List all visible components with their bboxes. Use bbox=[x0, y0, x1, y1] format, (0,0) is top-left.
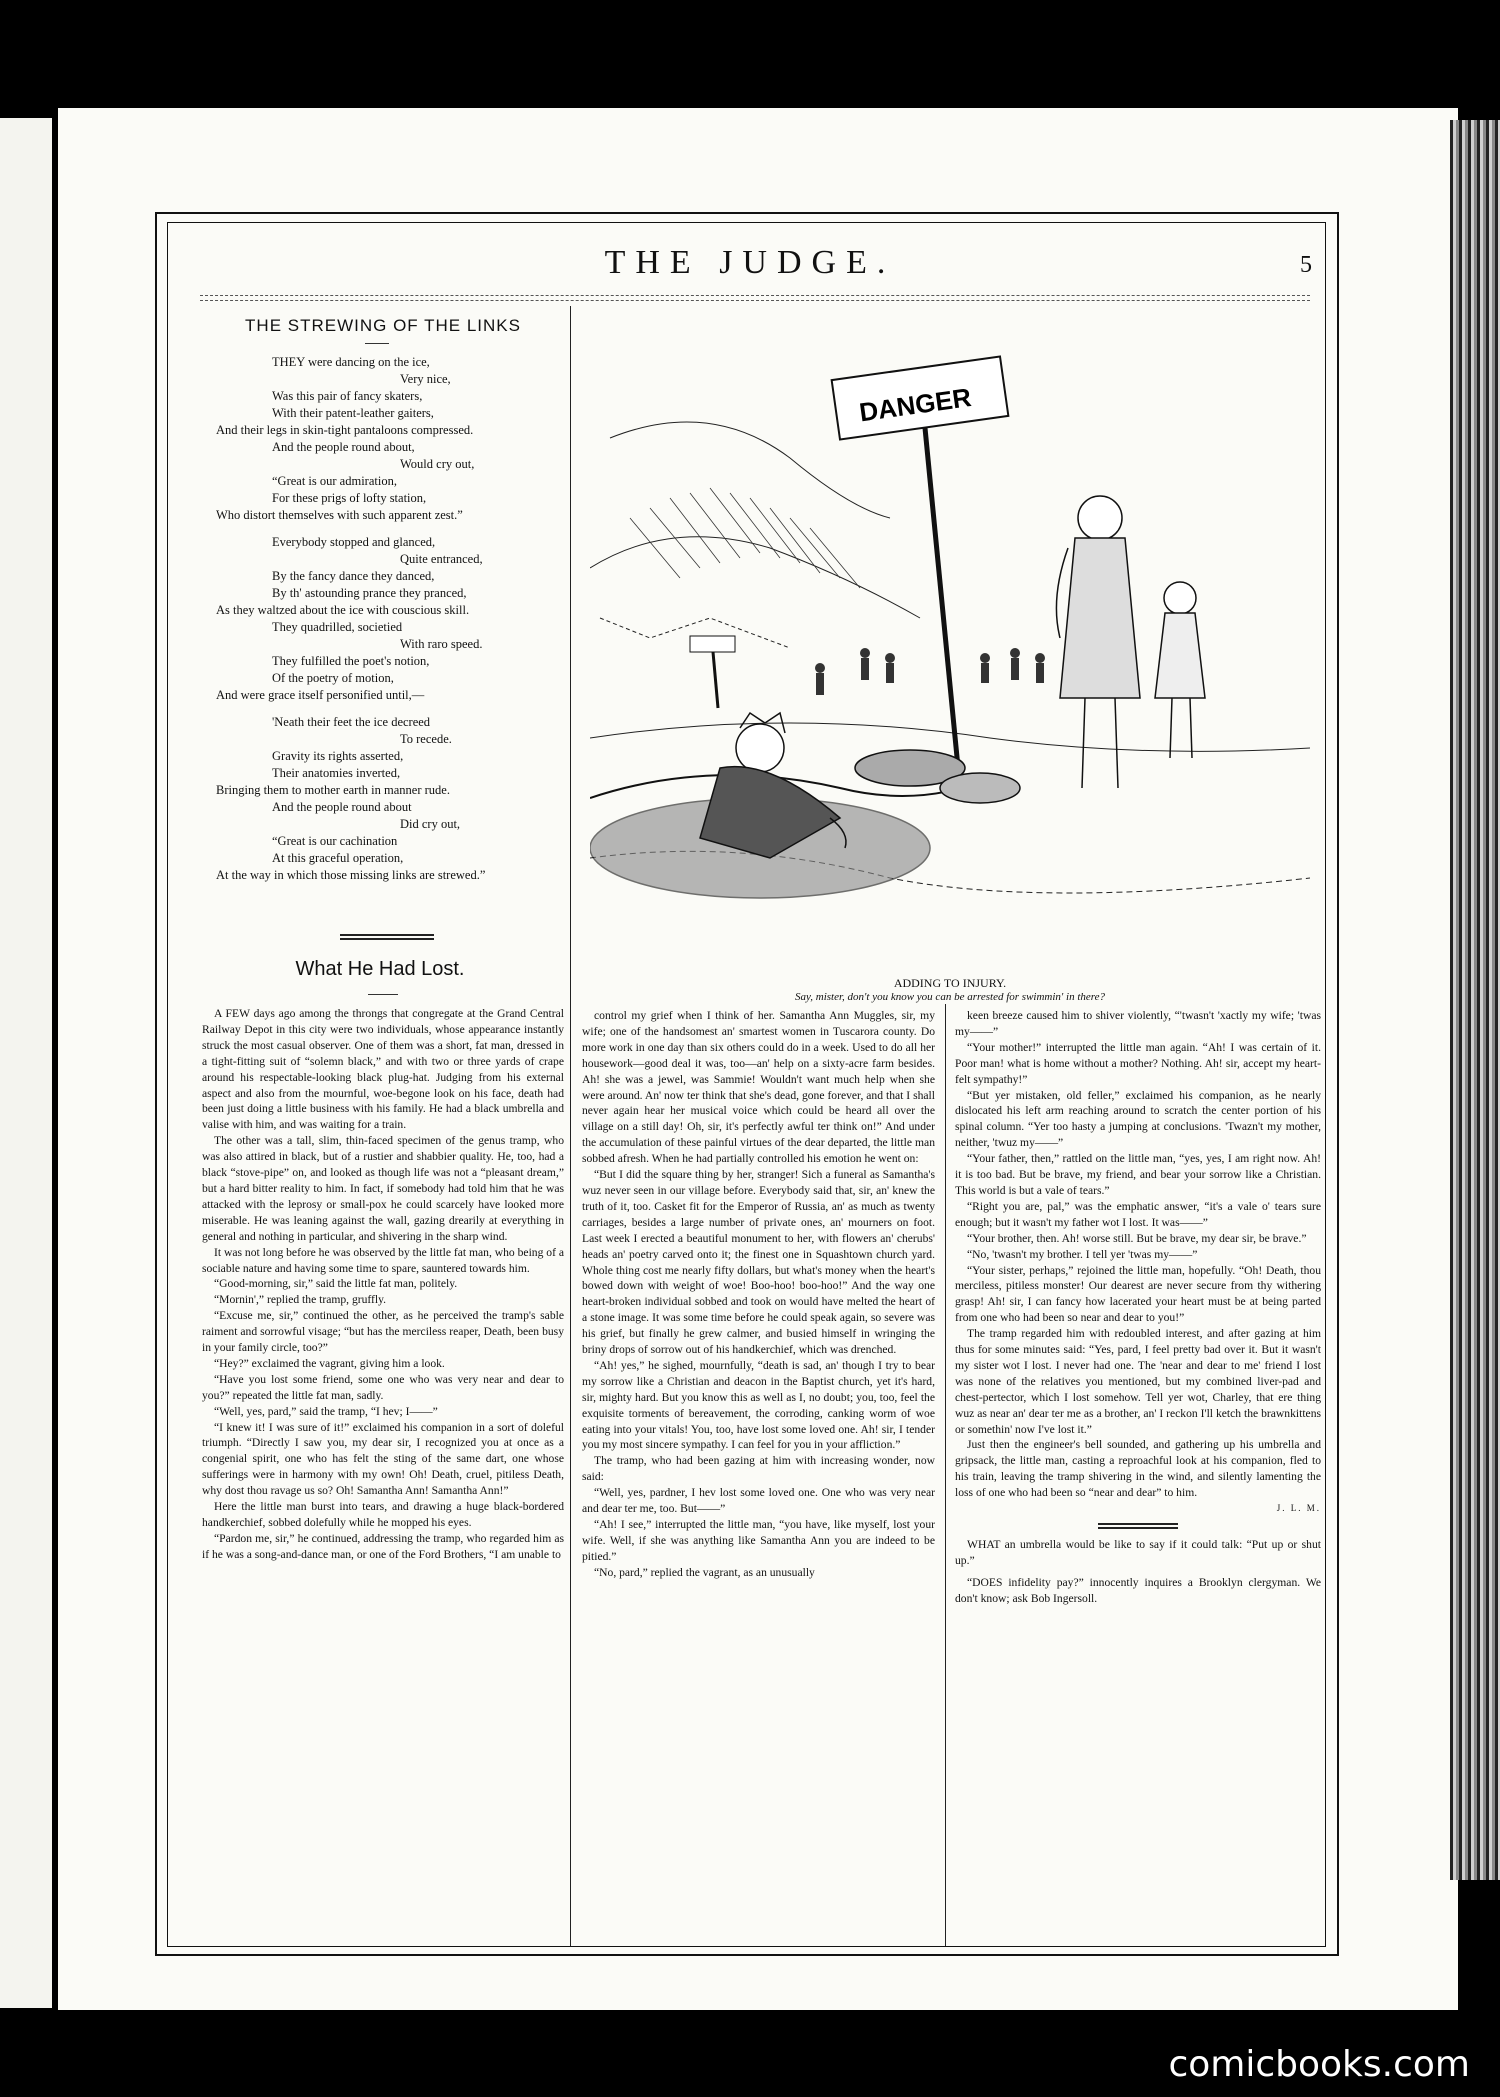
poem-line: Their anatomies inverted, bbox=[272, 766, 401, 780]
poem-line: And were grace itself personified until,— bbox=[216, 688, 425, 702]
article-paragraph: “No, pard,” replied the vagrant, as an unusually bbox=[594, 1565, 815, 1579]
article-paragraph: “Pardon me, sir,” he continued, addressing the tramp, who regarded him as if he was a song-and-dance man, or one of the Ford Brothers, “I am unable to bbox=[202, 1531, 564, 1561]
article-paragraph: “Your father, then,” rattled on the little man, “yes, yes, I am right now. Ah! it is too bad. But be brave, my friend, and bear your sorrow like a Christian. This world is but a vale of tears.” bbox=[955, 1152, 1321, 1197]
poem-title: THE STREWING OF THE LINKS bbox=[245, 316, 521, 335]
article-paragraph: Just then the engineer's bell sounded, and gathering up his umbrella and gripsack, the little man, casting a reproachful look at his companion, fled to his train, leaving the tramp shivering in the wind, and silently lamenting the loss of one who had been so “near and dear” to him. bbox=[955, 1438, 1321, 1500]
poem-line: To recede. bbox=[400, 732, 452, 746]
poem-line: Of the poetry of motion, bbox=[272, 671, 394, 685]
poem-line: For these prigs of lofty station, bbox=[272, 491, 427, 505]
article-paragraph: “Ah! I see,” interrupted the little man, “you have, like myself, lost your wife. Well, if she was anything like Samantha Ann you are indeed to be pitied.” bbox=[582, 1518, 935, 1563]
poem-line: At the way in which those missing links are strewed.” bbox=[216, 868, 486, 882]
article-paragraph: The tramp, who had been gazing at him with increasing wonder, now said: bbox=[582, 1454, 935, 1484]
poem-line: Very nice, bbox=[400, 372, 451, 386]
article-paragraph: “Your sister, perhaps,” rejoined the little man, hopefully. “Oh! Death, thou merciless, pitiless monster! Our dearest are never secure from thy withering grasp! Ah! sir, I can fancy how lacerated your heart must be at being parted from one who had been so near and dear to you!” bbox=[955, 1263, 1321, 1325]
article-paragraph: keen breeze caused him to shiver violently, “'twasn't 'xactly my wife; 'twas my——” bbox=[955, 1009, 1321, 1038]
article-paragraph: “Right you are, pal,” was the emphatic answer, “it's a vale o' tears sure enough; but it wasn't my father wot I lost. It was——” bbox=[955, 1199, 1321, 1229]
left-page-edge bbox=[0, 118, 52, 2008]
illustration-adding-to-injury bbox=[590, 318, 1310, 968]
poem-line: 'Neath their feet the ice decreed bbox=[272, 715, 431, 729]
poem-line: With their patent-leather gaiters, bbox=[272, 406, 434, 420]
signature: J. L. M. bbox=[1276, 1503, 1321, 1514]
article-column-3 bbox=[955, 1008, 1321, 1613]
danger-sign-text: DANGER bbox=[857, 382, 974, 428]
squib-paragraph: “DOES infidelity pay?” innocently inquires a Brooklyn clergyman. We don't know; ask Bob Ingersoll. bbox=[955, 1575, 1321, 1605]
poem-line: Would cry out, bbox=[400, 457, 475, 471]
poem-line: “Great is our admiration, bbox=[272, 474, 397, 488]
article-paragraph: “Good-morning, sir,” said the little fat man, politely. bbox=[214, 1277, 458, 1291]
article-paragraph: “Excuse me, sir,” continued the other, as he perceived the tramp's sable raiment and sorrowful visage; “but has the merciless reaper, Death, been busy in your family circle, too?” bbox=[202, 1309, 564, 1355]
poem-line: And their legs in skin-tight pantaloons compressed. bbox=[216, 423, 474, 437]
masthead-rule bbox=[200, 295, 1310, 301]
poem-line: Bringing them to mother earth in manner rude. bbox=[216, 783, 450, 797]
poem-line: Who distort themselves with such apparent zest.” bbox=[216, 508, 463, 522]
article-paragraph: “Mornin',” replied the tramp, gruffly. bbox=[214, 1293, 387, 1307]
article-paragraph: The other was a tall, slim, thin-faced specimen of the genus tramp, who was also attired in black, but of a rustier and shabbier quality. He, too, had a black “stove-pipe” on, and looked as though life was not a “pleasant dream,” but a hard bitter reality to him. In fact, if somebody had told him that he was attacked with the leprosy or small-pox he could scarcely have looked more miserable. He was leaning against the wall, gazing drearily at everything in general and nothing in particular, and shivering in the sharp wind. bbox=[202, 1134, 564, 1243]
article-paragraph: “Have you lost some friend, some one who was very near and dear to you?” repeated the little fat man, sadly. bbox=[202, 1372, 564, 1402]
article-paragraph: “Well, yes, pardner, I hev lost some loved one. One who was very near and dear ter me, too. But——” bbox=[582, 1486, 935, 1516]
article-paragraph: “Your mother!” interrupted the little man again. “Ah! I was certain of it. Poor man! what is home without a mother? Nothing. Ah! sir, accept my heart-felt sympathy!” bbox=[955, 1040, 1321, 1086]
poem-line: As they waltzed about the ice with couscious skill. bbox=[216, 603, 470, 617]
poem-line: “Great is our cachination bbox=[272, 834, 398, 848]
title-dash bbox=[365, 343, 389, 344]
article-paragraph: “Hey?” exclaimed the vagrant, giving him a look. bbox=[214, 1356, 445, 1370]
story-title: What He Had Lost. bbox=[295, 958, 465, 980]
poem-body bbox=[200, 354, 560, 884]
poem-line: Did cry out, bbox=[400, 817, 461, 831]
page-binding bbox=[1450, 120, 1500, 1880]
column-rule bbox=[945, 1004, 946, 1946]
article-paragraph: “Your brother, then. Ah! worse still. But be brave, my dear sir, be brave.” bbox=[967, 1231, 1307, 1245]
masthead-title: THE JUDGE. bbox=[604, 244, 896, 281]
poem-line: And the people round about bbox=[272, 800, 412, 814]
caption-title: ADDING TO INJURY. bbox=[893, 976, 1007, 990]
section-separator bbox=[340, 932, 434, 942]
article-paragraph: A FEW days ago among the throngs that congregate at the Grand Central Railway Depot in this city were two individuals, whose appearance instantly struck the most casual observer. One of them was a short, fat man, dressed in a tight-fitting suit of “solemn black,” and with two or three yards of crape around his respectable-looking black plug-hat. Judging from his external aspect and also from the mournful, woe-begone look on his face, death had been just doing a little business with his family. He had a black umbrella and valise with him, and was waiting for a train. bbox=[202, 1007, 564, 1132]
column-rule bbox=[570, 306, 571, 1946]
poem-line: By th' astounding prance they pranced, bbox=[272, 586, 467, 600]
stanza-gap bbox=[200, 704, 560, 714]
poem-line: They fulfilled the poet's notion, bbox=[272, 654, 430, 668]
poem-line: And the people round about, bbox=[272, 440, 415, 454]
poem-line: Quite entranced, bbox=[400, 552, 483, 566]
article-paragraph: “But I did the square thing by her, stranger! Sich a funeral as Samantha's wuz never seen in our village before. Everybody said that, sir, an' knew the truth of it, too. Casket fit for the Emperor of Russia, an' as much as twenty carriages, besides a large number of private ones, an' mourners on foot. Last week I erected a beautiful monument to her, with flowers an' cherubs' heads an' poetry carved onto it; the finest one in Squashtown church yard. Whole thing cost me nearly fifty dollars, but what's money when the heart's bowed down with weight of woe! Boo-hoo! boo-hoo!” And the way one heart-broken individual sobbed and took on would have melted the heart of a stone image. It was some time before he could speak again, so severe was his grief, but finally he grew calmer, and busied himself in wringing the briny drops of sorrow out of his handkerchief, which was drenched. bbox=[582, 1168, 935, 1357]
article-paragraph: “No, 'twasn't my brother. I tell yer 'twas my——” bbox=[967, 1247, 1198, 1261]
poem-line: Everybody stopped and glanced, bbox=[272, 535, 436, 549]
poem-line: They quadrilled, societied bbox=[272, 620, 403, 634]
article-paragraph: control my grief when I think of her. Samantha Ann Muggles, sir, my wife; one of the handsomest an' smartest women in Tuscarora county. Do more work in one day than six others could do in a week. Used to do all her housework—good deal it was, too—an' help on a sixty-acre farm besides. Ah! she was a jewel, was Sammie! Wouldn't want much help when she were around. An' now ter think that she's dead, gone forever, and that I shall never again hear her musical voice which could be heard all over the village on a still day! Oh, sir, it's perfectly awful ter think on!” And under the accumulation of these painful virtues of the dear departed, the little man sobbed afresh. When he had partially controlled his emotion he went on: bbox=[582, 1009, 935, 1166]
poem-line: At this graceful operation, bbox=[272, 851, 404, 865]
stanza-gap bbox=[200, 524, 560, 534]
article-paragraph: “Ah! yes,” he sighed, mournfully, “death is sad, an' though I try to bear my sorrow like a Christian and deacon in the Baptist church, yet it's hard, sir, mighty hard. But you know this as well as I, no doubt; you, too, feel the exquisite torments of bereavement, the corroding, canking worm of woe eating into your vitals! You, too, have lost some loved one. Ah! sir, I tender you my most sincere sympathy. I can feel for you in your affliction.” bbox=[582, 1358, 935, 1452]
watermark: comicbooks.com bbox=[1168, 2044, 1470, 2085]
article-paragraph: Here the little man burst into tears, and drawing a huge black-bordered handkerchief, sobbed dolefully while he mopped his eyes. bbox=[202, 1500, 564, 1529]
squib-paragraph: WHAT an umbrella would be like to say if it could talk: “Put up or shut up.” bbox=[955, 1538, 1321, 1567]
caption-subtitle: Say, mister, don't you know you can be arrested for swimmin' in there? bbox=[794, 991, 1106, 1003]
article-paragraph: The tramp regarded him with redoubled interest, and after gazing at him thus for some minutes said: “Yes, pard, I feel pretty bad over it. But it wasn't my sister wot I lost. I never had one. The 'near and dear to me' friend I lost was none of the relatives you mentioned, but my combined liver-pad and chest-pertector, which I lost somehow. Tell yer wot, Charley, that ere thing wuz as near an' dear ter me as a brother, an' I reckon I'll ketch the brawnkittens or somethin' now I've lost it.” bbox=[955, 1327, 1321, 1436]
article-paragraph: “Well, yes, pard,” said the tramp, “I hev; I——” bbox=[214, 1404, 438, 1418]
poem-line: Was this pair of fancy skaters, bbox=[272, 389, 423, 403]
article-paragraph: It was not long before he was observed by the little fat man, who being of a sociable nature and having some time to spare, sauntered towards him. bbox=[202, 1245, 564, 1275]
illustration-caption bbox=[590, 976, 1310, 1003]
title-dash bbox=[368, 994, 398, 995]
article-column-2 bbox=[582, 1008, 935, 1581]
article-paragraph: “I knew it! I was sure of it!” exclaimed his companion in a sort of doleful triumph. “Directly I saw you, my dear sir, I recognized you at once as a congenial spirit, one who has felt the sting of the same dart, one whose sufferings were in harmony with my own! Oh! Death, cruel, pitiless Death, why dost thou ravage us so? Oh! Samantha Ann! Samantha Ann!” bbox=[202, 1420, 564, 1498]
page-number: 5 bbox=[1300, 252, 1312, 278]
article-paragraph: “But yer mistaken, old feller,” exclaimed his companion, as he nearly dislocated his left arm reaching around to scratch the center portion of his spinal column. “Yer too hasty a jumping at conclusions. 'Twazn't my mother, neither, 'twuz my——” bbox=[955, 1088, 1321, 1150]
section-separator bbox=[1098, 1523, 1178, 1529]
poem-line: By the fancy dance they danced, bbox=[272, 569, 435, 583]
poem-line: THEY were dancing on the ice, bbox=[272, 355, 430, 369]
poem-line: Gravity its rights asserted, bbox=[272, 749, 404, 763]
article-column-1 bbox=[202, 1006, 564, 1563]
poem-line: With raro speed. bbox=[400, 637, 483, 651]
